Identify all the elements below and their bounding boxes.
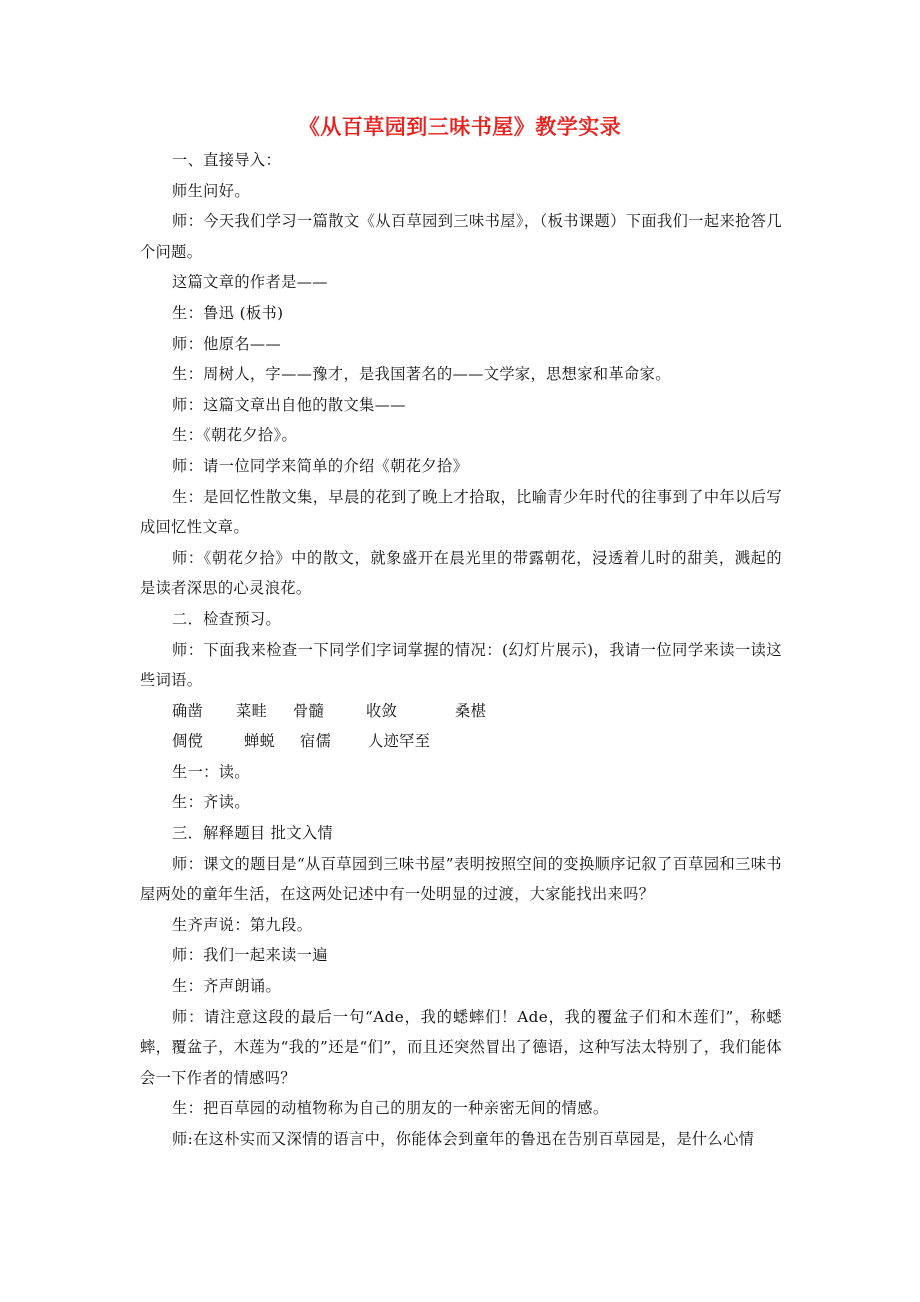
vocab-word: 宿儒 (300, 732, 332, 751)
paragraph: 生：鲁迅 (板书) (172, 303, 284, 322)
paragraph: 师：请注意这段的最后一句“Ade，我的蟋蟀们！Ade，我的覆盆子们和木莲们”，称蟋蟀，覆盆子，木莲为“我的”还是“们”，而且还突然冒出了德语，这种写法太特别了，我们能体会一下作者的情感吗？ (140, 1007, 782, 1087)
vocab-word: 桑椹 (455, 701, 487, 720)
document-title: 《从百草园到三味书屋》教学实录 (298, 115, 622, 139)
paragraph: 师生问好。 (172, 181, 250, 200)
paragraph: 生：齐声朗诵。 (172, 977, 282, 996)
document-body (140, 145, 782, 1155)
paragraph: 师：他原名—— (172, 334, 282, 353)
section-heading: 二．检查预习。 (172, 609, 282, 628)
vocab-word: 菜畦 (236, 701, 268, 720)
vocab-word: 倜傥 (172, 732, 204, 751)
section-heading: 三．解释题目 批文入情 (172, 824, 334, 843)
paragraph: 师：我们一起来读一遍 (172, 946, 328, 965)
paragraph: 生：周树人，字——豫才，是我国著名的——文学家，思想家和革命家。 (172, 365, 671, 384)
paragraph: 师：这篇文章出自他的散文集—— (172, 395, 406, 414)
paragraph: 师：今天我们学习一篇散文《从百草园到三味书屋》，（板书课题）下面我们一起来抢答几个问题。 (140, 212, 782, 261)
paragraph: 生：把百草园的动植物称为自己的朋友的一种亲密无间的情感。 (172, 1099, 609, 1118)
paragraph: 师：课文的题目是“从百草园到三味书屋”表明按照空间的变换顺序记叙了百草园和三味书屋两处的童年生活，在这两处记述中有一处明显的过渡，大家能找出来吗？ (140, 854, 782, 904)
paragraph: 一、直接导入： (172, 151, 282, 169)
paragraph: 师:在这朴实而又深情的语言中，你能体会到童年的鲁迅在告别百草园是，是什么心情 (172, 1130, 755, 1148)
paragraph: 师：请一位同学来简单的介绍《朝花夕拾》 (172, 456, 469, 475)
vocab-word: 确凿 (172, 701, 204, 720)
paragraph: 师：《朝花夕拾》中的散文，就象盛开在晨光里的带露朝花，浸透着儿时的甜美，溅起的是读者深思的心灵浪花。 (140, 548, 782, 598)
vocab-word: 蝉蜕 (244, 732, 276, 751)
paragraph: 生：齐读。 (172, 793, 250, 812)
paragraph: 生一：读。 (172, 762, 250, 781)
vocab-row (172, 726, 782, 757)
paragraph: 生齐声说：第九段。 (172, 915, 313, 934)
vocab-word: 收敛 (366, 701, 398, 720)
vocab-row (172, 696, 782, 727)
vocab-word: 人迹罕至 (368, 732, 431, 751)
paragraph: 生：《朝花夕拾》。 (172, 426, 298, 445)
vocab-word: 骨髓 (293, 701, 325, 720)
paragraph: 生：是回忆性散文集，早晨的花到了晚上才拾取，比喻青少年时代的往事到了中年以后写成回忆性文章。 (140, 487, 782, 537)
paragraph: 师：下面我来检查一下同学们字词掌握的情况：(幻灯片展示)，我请一位同学来读一读这些词语。 (140, 640, 782, 690)
paragraph: 这篇文章的作者是—— (172, 273, 328, 292)
